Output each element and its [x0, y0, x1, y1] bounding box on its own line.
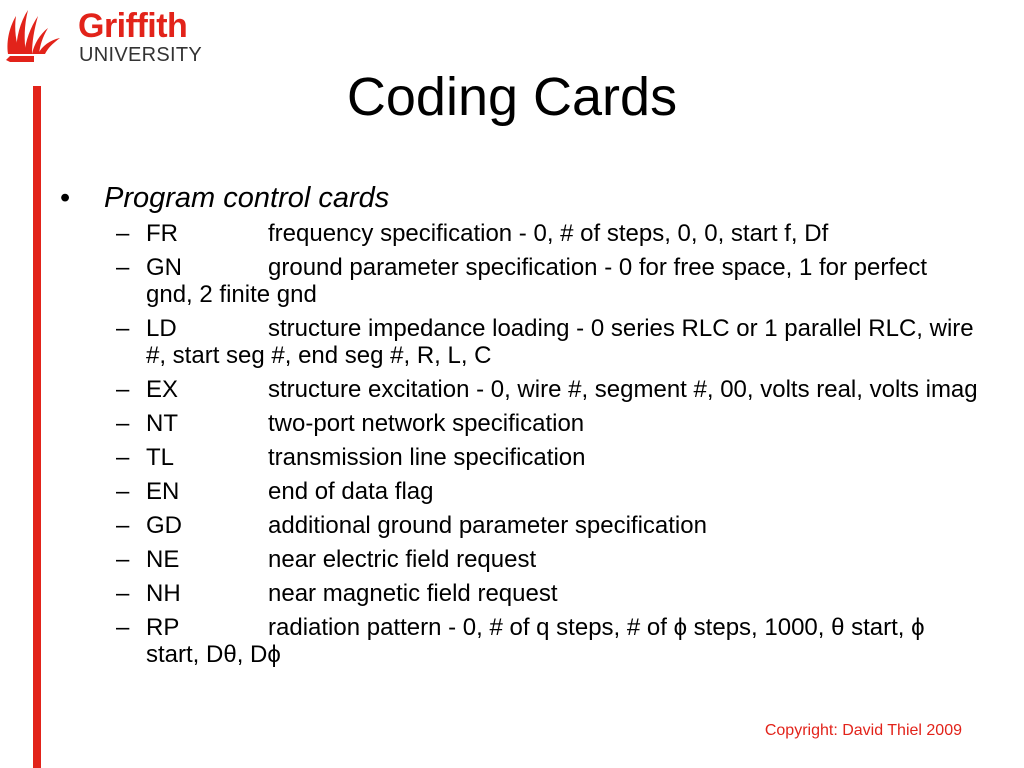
- card-item: [60, 376, 980, 403]
- logo-subtitle: UNIVERSITY: [79, 44, 203, 66]
- copyright-text: Copyright: David Thiel 2009: [764, 722, 962, 739]
- card-item: [60, 444, 980, 471]
- card-description: ground parameter specification - 0 for free space, 1 for perfect gnd, 2 finite gnd: [146, 254, 928, 308]
- dash-marker: –: [116, 546, 130, 573]
- card-item: [60, 580, 980, 607]
- dash-marker: –: [116, 220, 130, 247]
- card-item: [60, 220, 980, 247]
- card-item: [60, 512, 980, 539]
- card-list: [60, 220, 980, 668]
- dash-marker: –: [116, 478, 130, 505]
- dash-marker: –: [116, 444, 130, 471]
- dash-marker: –: [116, 315, 130, 342]
- card-code: NE: [146, 546, 180, 573]
- dash-marker: –: [116, 410, 130, 437]
- bullet-text: Program control cards: [104, 182, 390, 214]
- card-code: FR: [146, 220, 178, 247]
- card-code: NT: [146, 410, 178, 437]
- card-item: [60, 546, 980, 573]
- dash-marker: –: [116, 580, 130, 607]
- card-description: structure impedance loading - 0 series RLC or 1 parallel RLC, wire #, start seg #, end seg #, R, L, C: [146, 315, 974, 369]
- bullet-icon: •: [60, 182, 71, 214]
- card-description: additional ground parameter specification: [268, 512, 707, 539]
- card-description: two-port network specification: [268, 410, 585, 437]
- card-item: [60, 315, 980, 369]
- dash-marker: –: [116, 254, 130, 281]
- decorative-side-bar: [33, 86, 41, 768]
- card-code: EN: [146, 478, 180, 505]
- card-code: EX: [146, 376, 179, 403]
- card-item: [60, 410, 980, 437]
- card-description: end of data flag: [268, 478, 434, 505]
- dash-marker: –: [116, 614, 130, 641]
- card-code: NH: [146, 580, 181, 607]
- card-description: radiation pattern - 0, # of q steps, # of ϕ steps, 1000, θ start, ϕ start, Dθ, Dϕ: [146, 614, 925, 668]
- card-description: transmission line specification: [268, 444, 586, 471]
- card-description: near magnetic field request: [268, 580, 558, 607]
- card-item: [60, 254, 980, 308]
- card-code: TL: [146, 444, 175, 471]
- griffith-logo: [4, 6, 204, 70]
- card-code: GN: [146, 254, 182, 281]
- logo-name: Griffith: [78, 7, 188, 45]
- card-item: [60, 478, 980, 505]
- card-code: RP: [146, 614, 180, 641]
- card-code: GD: [146, 512, 182, 539]
- slide-content: [60, 180, 980, 675]
- dash-marker: –: [116, 376, 130, 403]
- card-description: structure excitation - 0, wire #, segment #, 00, volts real, volts imag: [268, 376, 978, 403]
- slide-title: Coding Cards: [346, 67, 678, 127]
- card-description: frequency specification - 0, # of steps, 0, 0, start f, Df: [268, 220, 829, 247]
- dash-marker: –: [116, 512, 130, 539]
- card-item: [60, 614, 980, 668]
- card-description: near electric field request: [268, 546, 537, 573]
- card-code: LD: [146, 315, 177, 342]
- bullet-item: [60, 180, 980, 220]
- griffith-flame-icon: [4, 6, 70, 66]
